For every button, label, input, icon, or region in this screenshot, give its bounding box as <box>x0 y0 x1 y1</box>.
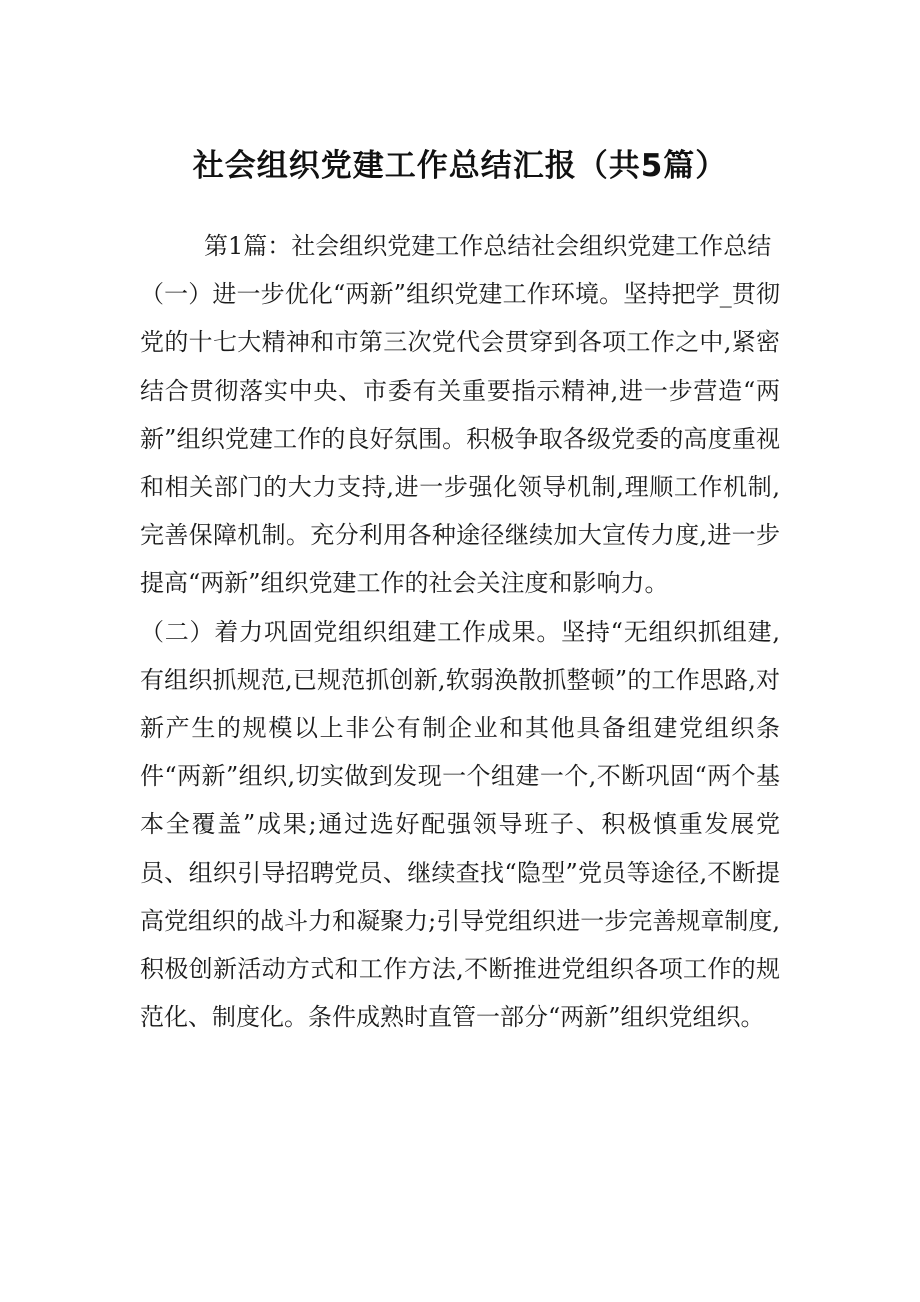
document-body <box>140 222 780 1041</box>
paragraph-section-two: （二）着力巩固党组织组建工作成果。坚持“无组织抓组建,有组织抓规范,已规范抓创新,软弱涣散抓整顿”的工作思路,对新产生的规模以上非公有制企业和其他具备组建党组织条件“两新”组织,切实做到发现一个组建一个,不断巩固“两个基本全覆盖”成果;通过选好配强领导班子、积极慎重发展党员、组织引导招聘党员、继续查找“隐型”党员等途径,不断提高党组织的战斗力和凝聚力;引导党组织进一步完善规章制度,积极创新活动方式和工作方法,不断推进党组织各项工作的规范化、制度化。条件成熟时直管一部分“两新”组织党组织。 <box>140 617 780 1032</box>
paragraph-section-one: （一）进一步优化“两新”组织党建工作环境。坚持把学_贯彻党的十七大精神和市第三次党代会贯穿到各项工作之中,紧密结合贯彻落实中央、市委有关重要指示精神,进一步营造“两新”组织党建工作的良好氛围。积极争取各级党委的高度重视和相关部门的大力支持,进一步强化领导机制,理顺工作机制,完善保障机制。充分利用各种途径继续加大宣传力度,进一步提高“两新”组织党建工作的社会关注度和影响力。 <box>140 280 780 598</box>
paragraph-heading: 第1篇：社会组织党建工作总结社会组织党建工作总结 <box>204 232 772 260</box>
document-title: 社会组织党建工作总结汇报（共5篇） <box>192 148 728 184</box>
